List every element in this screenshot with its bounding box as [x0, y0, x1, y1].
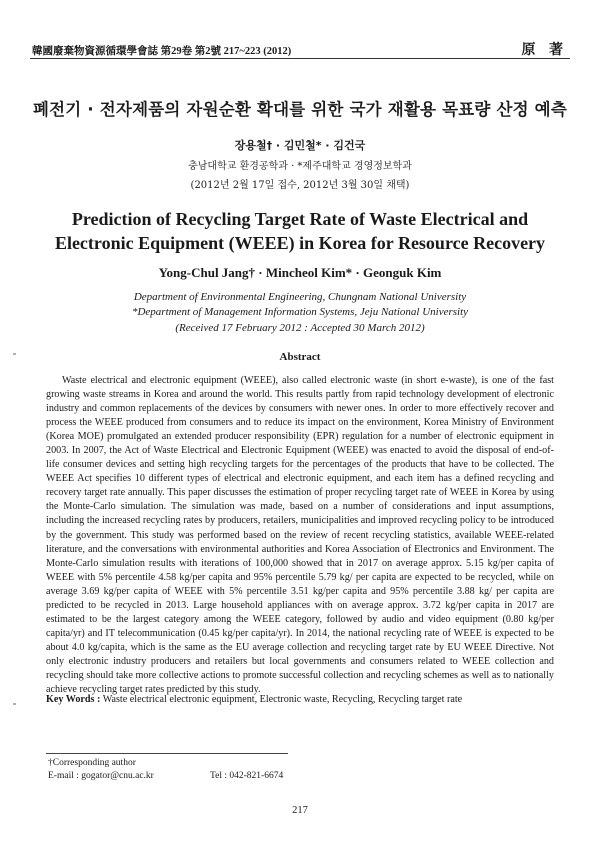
page-number: 217 [292, 805, 308, 816]
english-affiliations [0, 290, 600, 320]
affiliation-line: *Department of Management Information Systems, Jeju National University [131, 306, 469, 318]
keywords-label: Key Words : [46, 694, 101, 705]
margin-mark [13, 703, 16, 705]
header-rule [30, 58, 570, 59]
abstract-heading: Abstract [279, 351, 321, 363]
footnote [48, 757, 284, 783]
korean-affiliation: 충남대학교 환경공학과 · *제주대학교 경영정보학과 [188, 161, 412, 172]
journal-citation: 韓國廢棄物資源循環學會誌 第29卷 第2號 217~223 (2012) [32, 46, 292, 57]
english-dates: (Received 17 February 2012 : Accepted 30 March 2012) [175, 322, 425, 334]
english-authors: Yong-Chul Jang† · Mincheol Kim* · Geonguk Kim [158, 265, 442, 280]
author-email: E-mail : gogator@cnu.ac.kr [48, 771, 154, 781]
footnote-rule [46, 753, 288, 754]
keywords-text: Waste electrical electronic equipment, Electronic waste, Recycling, Recycling target rate [102, 694, 463, 705]
margin-mark [13, 353, 16, 355]
korean-authors: 장용철† · 김민철* · 김건국 [234, 139, 366, 152]
english-title: Prediction of Recycling Target Rate of Waste Electrical and Electronic Equipment (WEEE) in Korea for Resource Recovery [54, 209, 546, 253]
article-type: 原 著 [521, 43, 568, 58]
abstract-body: Waste electrical and electronic equipment (WEEE), also called electronic waste (in short e-waste), is one of the fast growing waste streams in Korea and around the world. This results partly from rapid technology development of electronic industry and common replacements of the devices by consumers with newer ones. In order to more effectively recover and process the WEEE produced from consumers and to reduce its impact on the environment, Korea Ministry of Environment (Korea MOE) promulgated an extended producer responsibility (EPR) regulation for a number of electronic equipment in 2003. In 2007, the Act of Waste Electrical and Electronic Equipment (WEEE) was enacted to avoid the disposal of end-of-life consumer devices and setting high recycling targets for the percentages of the products that have to be collected. The WEEE Act specifies 10 different types of electrical and electronic equipment, and each item has a defined recycling and recovery target rate annually. This paper discusses the estimation of proper recycling target rate of WEEE in Korea by using the Monte-Carlo simulation. The simulation was made, based on a number of considerations and input assumptions, including the increased recycling rates by producers, retailers, municipalities and improved recycling policy to be introduced by the government. This study was performed based on the review of recent recycling statistics, available WEEE-related literature, and the conversations with environmental authorities and Korea Association of Electronics and Environment. The Monte-Carlo simulation results with iterations of 100,000 showed that in 2017 on average approx. 5.15 kg/per capita of WEEE with 5% percentile 4.58 kg/per capita and 95% percentile 5.79 kg/ per capita are expected to be recycled, while on average 3.69 kg/per capita of WEEE with 5% percentile 3.51 kg/per capita and 95% percentile 3.88 kg/ per capita are predicted to be recycled in 2013. Large household appliances with on average approx. 3.72 kg/per capita in 2017 are estimated to be the largest category among the WEEE category, followed by audio and video equipment (0.80 kg/per capita/yr) and IT telecommunication (0.45 kg/per capita/yr). In 2014, the national recycling rate of WEEE is expected to be about 4.0 kg/capita, which is the same as the EU average collection and recycling target rate by EU WEEE Directive. Not only electronic industry producers and retailers but local governments and consumers related to WEEE collection and recycling should take more collective actions to promote successful collection and recycling schemes as well as to nationally achieve recycling target rates predicted by this study. [46, 375, 554, 696]
korean-dates: (2012년 2월 17일 접수, 2012년 3월 30일 채택) [190, 180, 410, 191]
corresponding-author: †Corresponding author [48, 758, 136, 768]
korean-title: 폐전기 · 전자제품의 자원순환 확대를 위한 국가 재활용 목표량 산정 예측 [33, 100, 567, 119]
affiliation-line: Department of Environmental Engineering, Chungnam National University [133, 291, 467, 303]
running-header [30, 39, 570, 57]
keywords-line [46, 694, 554, 705]
author-phone: Tel : 042-821-6674 [210, 771, 284, 781]
